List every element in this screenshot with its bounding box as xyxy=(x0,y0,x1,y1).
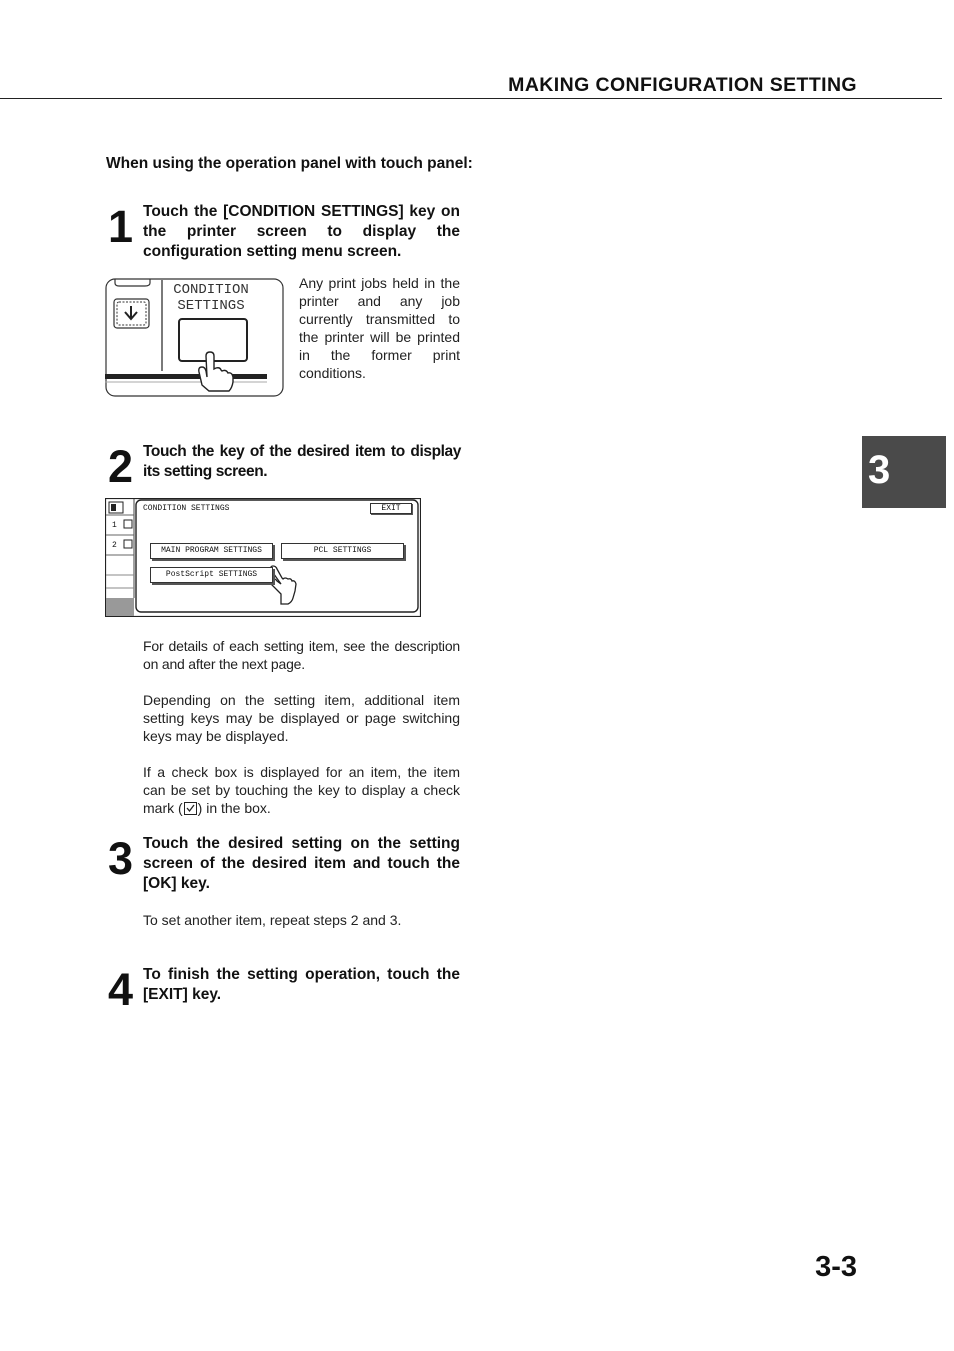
step-1-text: Touch the [CONDITION SETTINGS] key on the printer screen to display the configuration setting menu screen. xyxy=(143,203,460,260)
step-3-number: 3 xyxy=(108,833,133,884)
step-2-number: 2 xyxy=(108,441,133,492)
check-mark-icon xyxy=(184,802,197,815)
screen-tab-2[interactable]: 2 xyxy=(112,541,117,550)
step-3-text: Touch the desired setting on the setting screen of the desired item and touch the [OK] key. xyxy=(143,835,460,892)
screen-title: CONDITION SETTINGS xyxy=(143,504,230,513)
step-2-note-3 xyxy=(143,763,460,817)
condition-settings-screen-figure xyxy=(105,498,421,617)
step-2-note-3-text-before: If a check box is displayed for an item, the item can be set by touching the key to display a check mark ( xyxy=(143,764,460,816)
condition-settings-key-figure xyxy=(105,278,285,398)
intro-heading: When using the operation panel with touch panel: xyxy=(106,155,473,172)
main-program-settings-button[interactable]: MAIN PROGRAM SETTINGS xyxy=(150,543,273,559)
step-1-note: Any print jobs held in the printer and any job currently transmitted to the printer will be printed in the former print conditions. xyxy=(299,275,460,381)
header-rule xyxy=(0,98,942,99)
condition-settings-label-line1: CONDITION xyxy=(173,282,249,298)
step-2-note-3-text-after: ) in the box. xyxy=(197,800,271,816)
exit-button[interactable]: EXIT xyxy=(370,503,412,514)
pcl-settings-button[interactable]: PCL SETTINGS xyxy=(281,543,404,559)
page-number: 3-3 xyxy=(815,1251,857,1283)
postscript-settings-button[interactable]: PostScript SETTINGS xyxy=(150,567,273,583)
section-title: MAKING CONFIGURATION SETTING xyxy=(508,74,857,96)
step-3-note: To set another item, repeat steps 2 and 3. xyxy=(143,912,402,928)
screen-tab-1[interactable]: 1 xyxy=(112,521,117,530)
chapter-tab-number: 3 xyxy=(868,448,891,492)
step-2-note-1: For details of each setting item, see the description on and after the next page. xyxy=(143,638,460,672)
step-2-note-2: Depending on the setting item, additional item setting keys may be displayed or page switching keys may be displayed. xyxy=(143,692,460,744)
step-1-number: 1 xyxy=(108,201,133,252)
step-2-text: Touch the key of the desired item to display its setting screen. xyxy=(143,443,461,480)
step-4-text: To finish the setting operation, touch the [EXIT] key. xyxy=(143,966,460,1003)
condition-settings-label-line2: SETTINGS xyxy=(177,298,245,314)
step-4-number: 4 xyxy=(108,964,133,1015)
